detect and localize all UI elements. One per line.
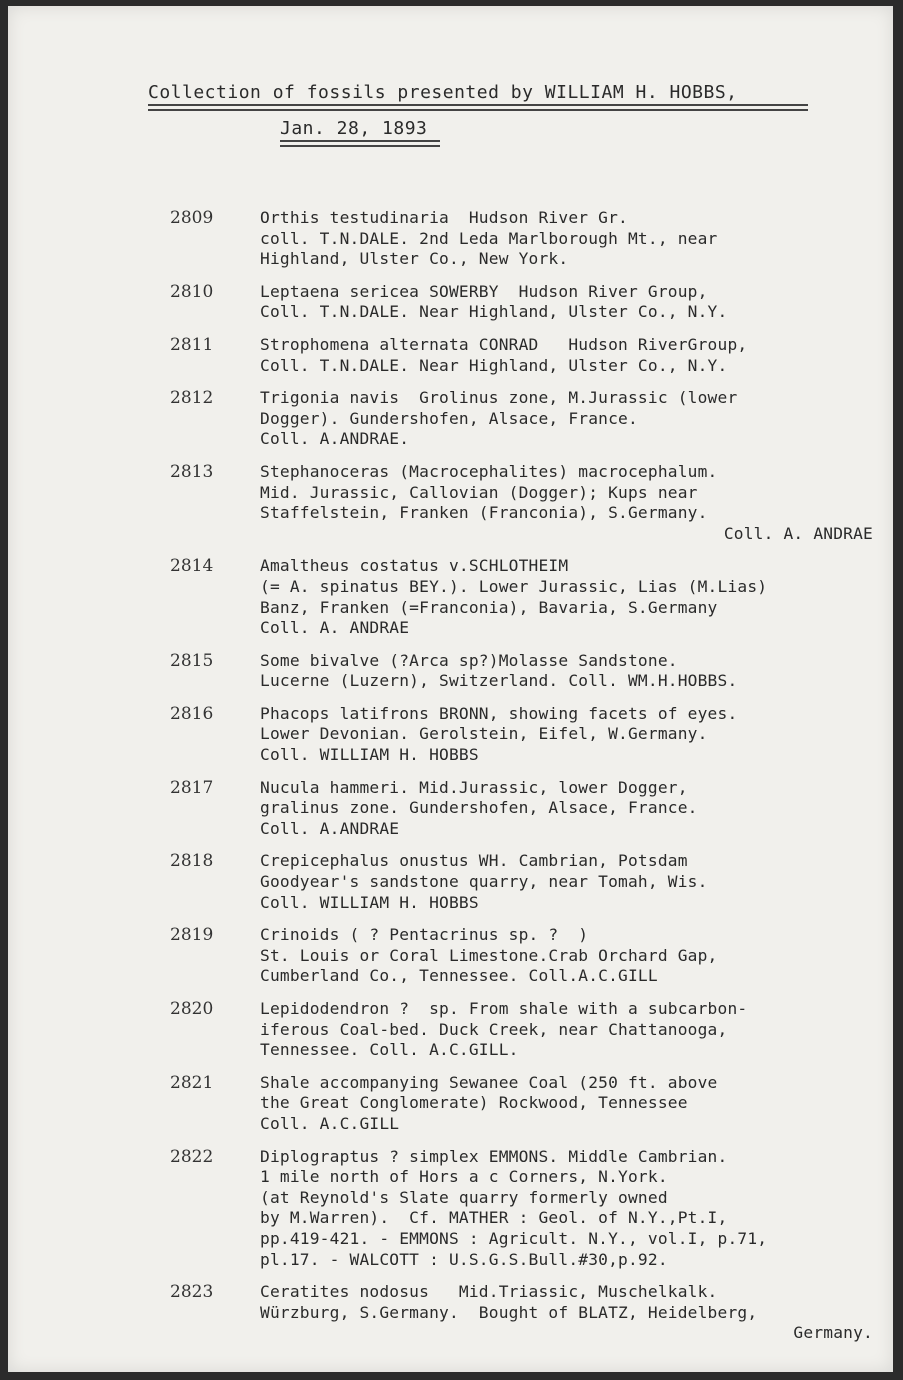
- entry-description: [260, 462, 893, 544]
- entry-line: Coll. WILLIAM H. HOBBS: [260, 892, 479, 912]
- entry-line: Nucula hammeri. Mid.Jurassic, lower Dogger,: [260, 777, 688, 797]
- catalog-number: 2819: [170, 925, 214, 946]
- catalog-entry: [8, 999, 893, 1061]
- entry-description: [260, 556, 893, 638]
- entry-line: Würzburg, S.Germany. Bought of BLATZ, Heidelberg,: [260, 1302, 758, 1322]
- catalog-number: 2822: [170, 1146, 214, 1167]
- entry-line: Cumberland Co., Tennessee. Coll.A.C.GILL: [260, 966, 658, 986]
- catalog-number: 2817: [170, 777, 214, 798]
- title-double-underline: [148, 104, 808, 111]
- entry-line: Coll. T.N.DALE. Near Highland, Ulster Co., N.Y.: [260, 302, 728, 322]
- entry-line: (= A. spinatus BEY.). Lower Jurassic, Lias (M.Lias): [260, 576, 768, 596]
- entry-line: Coll. T.N.DALE. Near Highland, Ulster Co., N.Y.: [260, 355, 728, 375]
- entry-description: [260, 778, 893, 840]
- entry-description: [260, 851, 893, 913]
- catalog-number: 2816: [170, 703, 214, 724]
- date-double-underline: [280, 140, 440, 147]
- entry-description: [260, 1282, 893, 1344]
- entry-line: Trigonia navis Grolinus zone, M.Jurassic (lower: [260, 388, 738, 408]
- entry-line: Some bivalve (?Arca sp?)Molasse Sandstone.: [260, 650, 678, 670]
- entry-description: [260, 651, 893, 692]
- entry-line: Crinoids ( ? Pentacrinus sp. ? ): [260, 925, 589, 945]
- entry-description: [260, 335, 893, 376]
- entry-line: Lucerne (Luzern), Switzerland. Coll. WM.H.HOBBS.: [260, 671, 738, 691]
- catalog-entry: [8, 1282, 893, 1344]
- entry-line: coll. T.N.DALE. 2nd Leda Marlborough Mt., near: [260, 228, 718, 248]
- catalog-number: 2811: [170, 334, 214, 355]
- entry-line: Leptaena sericea SOWERBY Hudson River Group,: [260, 281, 708, 301]
- entry-description: [260, 925, 893, 987]
- entry-line: iferous Coal-bed. Duck Creek, near Chattanooga,: [260, 1019, 728, 1039]
- entry-line: 1 mile north of Hors a c Corners, N.York.: [260, 1167, 668, 1187]
- entry-description: [260, 1073, 893, 1135]
- page-date: Jan. 28, 1893: [280, 118, 428, 139]
- entry-description: [260, 999, 893, 1061]
- entry-line: by M.Warren). Cf. MATHER : Geol. of N.Y.,Pt.I,: [260, 1208, 728, 1228]
- entry-line: St. Louis or Coral Limestone.Crab Orchard Gap,: [260, 945, 718, 965]
- entry-line: Banz, Franken (=Franconia), Bavaria, S.Germany: [260, 597, 718, 617]
- catalog-entry: [8, 556, 893, 638]
- entry-description: [260, 282, 893, 323]
- catalog-entry: [8, 851, 893, 913]
- catalog-number: 2814: [170, 556, 214, 577]
- entry-line: the Great Conglomerate) Rockwood, Tennessee: [260, 1093, 688, 1113]
- catalog-page: [8, 6, 893, 1372]
- entry-line: Lepidodendron ? sp. From shale with a subcarbon-: [260, 999, 748, 1018]
- catalog-entry: [8, 208, 893, 270]
- entry-line: Coll. A.C.GILL: [260, 1113, 400, 1133]
- entry-line: Crepicephalus onustus WH. Cambrian, Potsdam: [260, 851, 688, 871]
- entry-line: Amaltheus costatus v.SCHLOTHEIM: [260, 556, 569, 576]
- entry-line: Tennessee. Coll. A.C.GILL.: [260, 1040, 519, 1060]
- catalog-number: 2823: [170, 1282, 214, 1303]
- catalog-entry: [8, 1147, 893, 1271]
- catalog-number: 2818: [170, 851, 214, 872]
- entry-line: Phacops latifrons BRONN, showing facets of eyes.: [260, 703, 738, 723]
- entry-line: Coll. A. ANDRAE: [260, 618, 410, 638]
- entry-description: [260, 704, 893, 766]
- catalog-entry: [8, 778, 893, 840]
- entry-line: pp.419-421. - EMMONS : Agricult. N.Y., vol.I, p.71,: [260, 1228, 768, 1248]
- catalog-entry: [8, 335, 893, 376]
- entry-line: Coll. A.ANDRAE.: [260, 429, 410, 449]
- catalog-number: 2810: [170, 281, 214, 302]
- entry-line: Coll. A. ANDRAE: [723, 523, 873, 543]
- entry-line: Dogger). Gundershofen, Alsace, France.: [260, 408, 638, 428]
- page-title: Collection of fossils presented by WILLIAM H. HOBBS,: [148, 82, 738, 103]
- entry-line: Coll. WILLIAM H. HOBBS: [260, 745, 479, 765]
- entry-line: Staffelstein, Franken (Franconia), S.Germany.: [260, 503, 708, 523]
- catalog-entry: [8, 1073, 893, 1135]
- entry-line: (at Reynold's Slate quarry formerly owned: [260, 1187, 668, 1207]
- entry-line: Goodyear's sandstone quarry, near Tomah, Wis.: [260, 872, 708, 892]
- catalog-entry: [8, 462, 893, 544]
- catalog-entry: [8, 925, 893, 987]
- entry-description: [260, 208, 893, 270]
- entry-line: pl.17. - WALCOTT : U.S.G.S.Bull.#30,p.92.: [260, 1249, 668, 1269]
- catalog-entry: [8, 651, 893, 692]
- entry-line: Mid. Jurassic, Callovian (Dogger); Kups near: [260, 482, 698, 502]
- entry-description: [260, 388, 893, 450]
- entry-line: Coll. A.ANDRAE: [260, 818, 400, 838]
- entry-line: Strophomena alternata CONRAD Hudson RiverGroup,: [260, 334, 748, 354]
- catalog-number: 2820: [170, 999, 214, 1019]
- fossil-entry-list: [8, 208, 893, 1356]
- entry-line: gralinus zone. Gundershofen, Alsace, France.: [260, 798, 698, 818]
- entry-line: Lower Devonian. Gerolstein, Eifel, W.Germany.: [260, 724, 708, 744]
- catalog-number: 2809: [170, 208, 214, 228]
- entry-line: Highland, Ulster Co., New York.: [260, 249, 569, 269]
- entry-line: Diplograptus ? simplex EMMONS. Middle Cambrian.: [260, 1146, 728, 1166]
- entry-line: Orthis testudinaria Hudson River Gr.: [260, 208, 628, 227]
- entry-description: [260, 1147, 893, 1271]
- catalog-number: 2812: [170, 388, 214, 409]
- entry-line: Shale accompanying Sewanee Coal (250 ft. above: [260, 1072, 718, 1092]
- catalog-entry: [8, 388, 893, 450]
- catalog-entry: [8, 282, 893, 323]
- entry-line: Ceratites nodosus Mid.Triassic, Muschelkalk.: [260, 1282, 718, 1302]
- catalog-entry: [8, 704, 893, 766]
- catalog-number: 2813: [170, 461, 214, 482]
- catalog-number: 2815: [170, 650, 214, 671]
- catalog-number: 2821: [170, 1072, 214, 1093]
- entry-line: Germany.: [793, 1323, 873, 1343]
- entry-line: Stephanoceras (Macrocephalites) macrocephalum.: [260, 461, 718, 481]
